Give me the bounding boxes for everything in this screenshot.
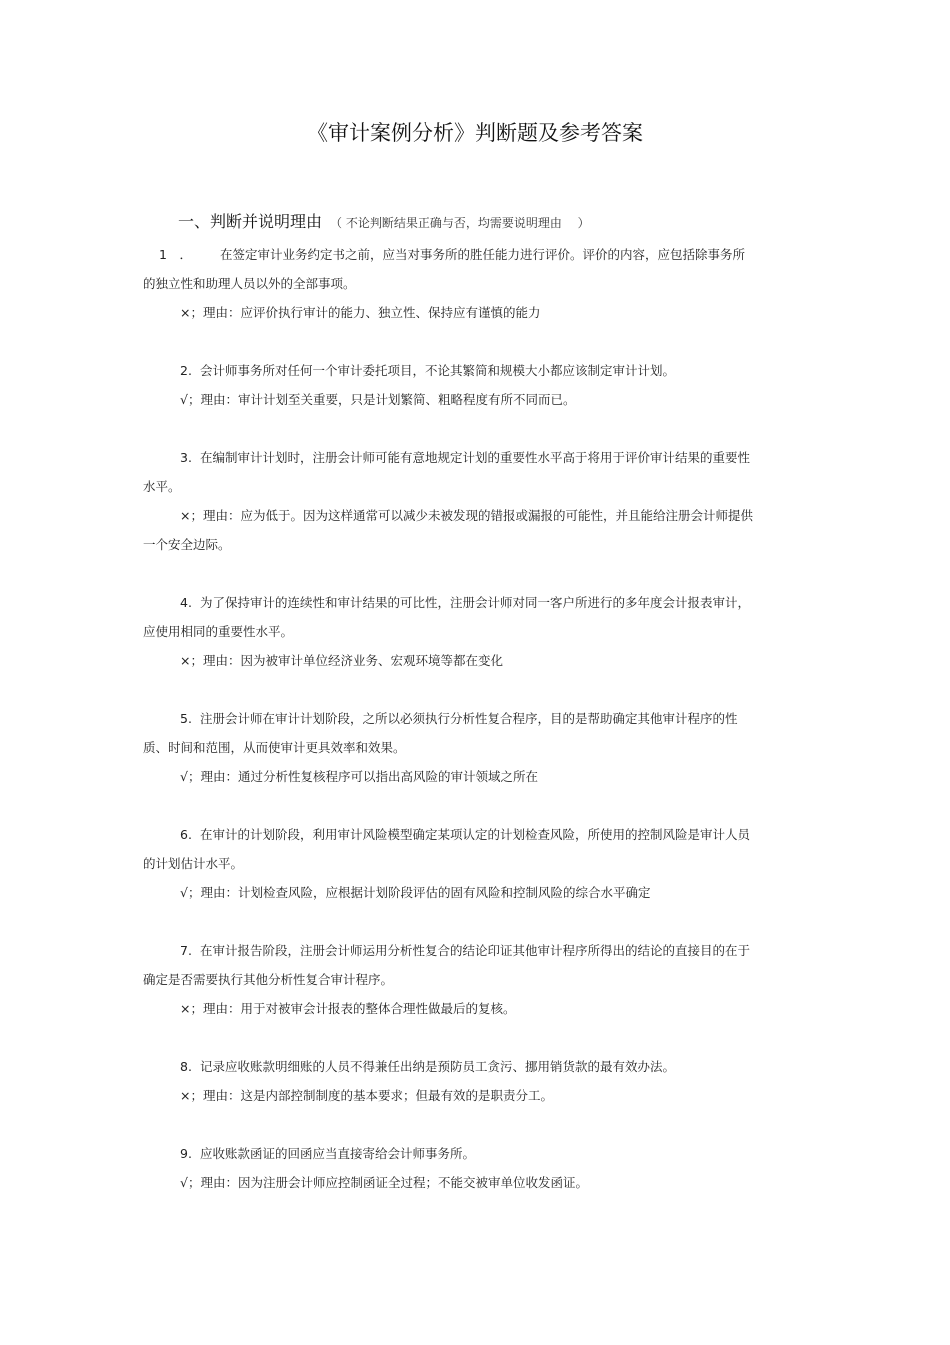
question-body: 注册会计师在审计计划阶段，之所以必须执行分析性复合程序，目的是帮助确定其他审计程序的性质、时间和范围，从而使审计更具效率和效果。: [143, 711, 738, 755]
question-body: 记录应收账款明细账的人员不得兼任出纳是预防员工贪污、挪用销货款的最有效办法。: [199, 1059, 675, 1074]
question-answer: √；理由：计划检查风险，应根据计划阶段评估的固有风险和控制风险的综合水平确定: [180, 885, 651, 900]
question-text: [143, 588, 753, 646]
question-answer: √；理由：因为注册会计师应控制函证全过程；不能交被审单位收发函证。: [180, 1175, 588, 1190]
question-item: [143, 1052, 753, 1110]
section-header: [178, 210, 778, 234]
question-number: 5.: [180, 711, 192, 726]
question-item: [143, 1139, 753, 1197]
question-item: [143, 443, 753, 559]
question-item: [143, 820, 753, 907]
question-item: [143, 936, 753, 1023]
question-answer: ×；理由：应评价执行审计的能力、独立性、保持应有谨慎的能力: [180, 305, 541, 320]
question-number: 6.: [180, 827, 192, 842]
question-answer: ×；理由：这是内部控制制度的基本要求；但最有效的是职责分工。: [180, 1088, 553, 1103]
question-body: 在编制审计计划时，注册会计师可能有意地规定计划的重要性水平高于将用于评价审计结果的重要性水平。: [143, 450, 750, 494]
question-text: [143, 1139, 753, 1168]
question-item: [143, 356, 753, 414]
question-list: [143, 240, 753, 1226]
question-body: 在审计的计划阶段，利用审计风险模型确定某项认定的计划检查风险，所使用的控制风险是审计人员的计划估计水平。: [143, 827, 750, 871]
question-text: [143, 704, 753, 762]
question-number: 3.: [180, 450, 192, 465]
question-answer: ×；理由：用于对被审会计报表的整体合理性做最后的复核。: [180, 1001, 516, 1016]
question-text: [143, 820, 753, 878]
question-item: [143, 588, 753, 675]
question-number: 4.: [180, 595, 192, 610]
question-number: 2.: [180, 363, 192, 378]
document-title: 《审计案例分析》判断题及参考答案: [307, 121, 643, 145]
question-body: 在审计报告阶段，注册会计师运用分析性复合的结论印证其他审计程序所得出的结论的直接目的在于确定是否需要执行其他分析性复合审计程序。: [143, 943, 750, 987]
question-answer: ×；理由：因为被审计单位经济业务、宏观环境等都在变化: [180, 653, 503, 668]
question-answer: ×；理由：应为低于。因为这样通常可以减少未被发现的错报或漏报的可能性，并且能给注册会计师提供一个安全边际。: [143, 508, 753, 552]
question-item: [143, 240, 753, 327]
question-text: [143, 936, 753, 994]
question-body: 会计师事务所对任何一个审计委托项目，不论其繁简和规模大小都应该制定审计计划。: [199, 363, 675, 378]
question-body: 为了保持审计的连续性和审计结果的可比性，注册会计师对同一客户所进行的多年度会计报表审计，应使用相同的重要性水平。: [143, 595, 750, 639]
section-note: （ 不论判断结果正确与否，均需要说明理由 ）: [330, 216, 590, 230]
question-text: [143, 1052, 753, 1081]
question-text: [143, 443, 753, 501]
question-answer: √；理由：审计计划至关重要，只是计划繁简、粗略程度有所不同而已。: [180, 392, 576, 407]
question-answer: √；理由：通过分析性复核程序可以指出高风险的审计领域之所在: [180, 769, 538, 784]
question-body: 在签定审计业务约定书之前，应当对事务所的胜任能力进行评价。评价的内容，应包括除事务所的独立性和助理人员以外的全部事项。: [143, 247, 745, 291]
section-heading: 一、判断并说明理由: [178, 212, 323, 231]
question-body: 应收账款函证的回函应当直接寄给会计师事务所。: [199, 1146, 475, 1161]
question-number: 9.: [180, 1146, 192, 1161]
question-number: 1 ．: [159, 247, 192, 262]
question-text: [143, 356, 753, 385]
question-item: [143, 704, 753, 791]
question-number: 7.: [180, 943, 192, 958]
question-number: 8.: [180, 1059, 192, 1074]
question-text: [143, 240, 753, 298]
